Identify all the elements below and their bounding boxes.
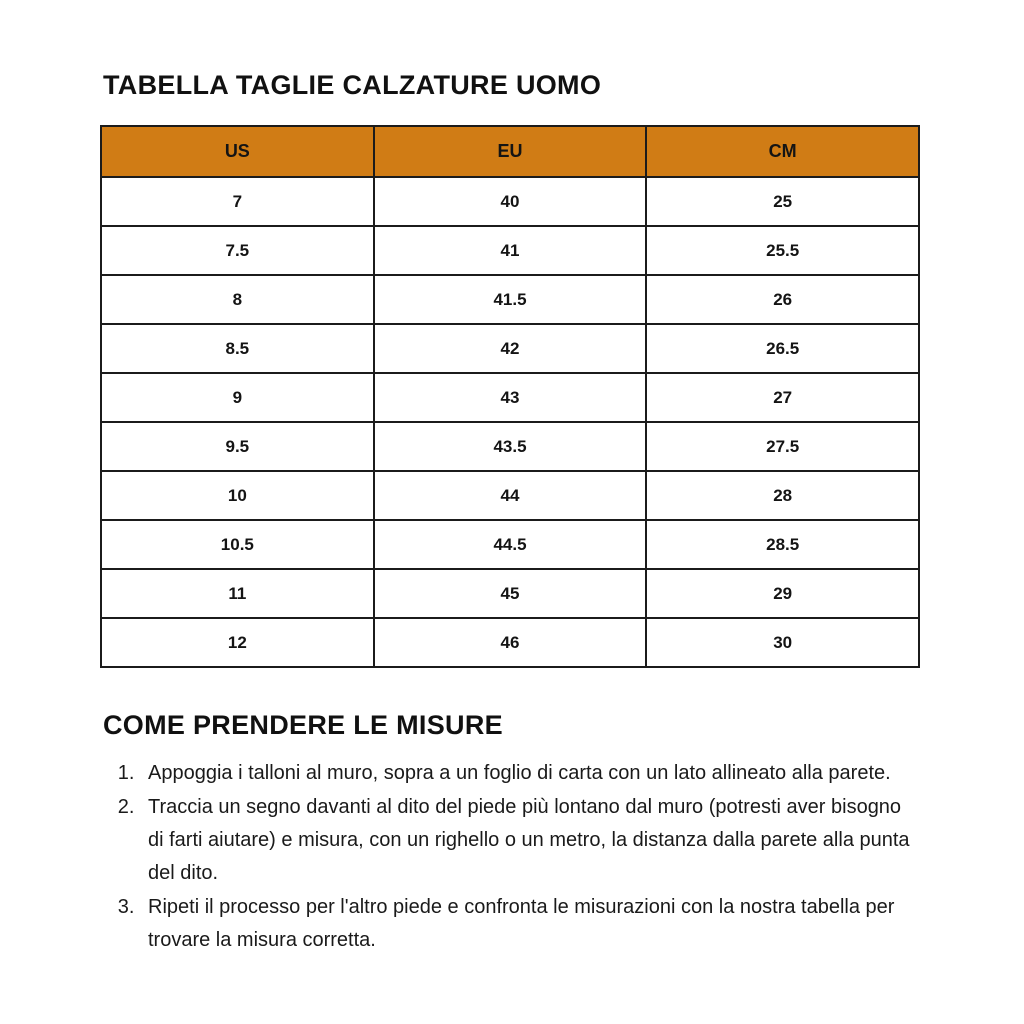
size-cell: 25 (646, 177, 919, 226)
table-row (101, 177, 919, 226)
size-cell: 10 (101, 471, 374, 520)
size-table-title: TABELLA TAGLIE CALZATURE UOMO (103, 70, 602, 100)
table-row (101, 569, 919, 618)
size-table-body (101, 177, 919, 667)
table-row (101, 422, 919, 471)
size-cell: 26 (646, 275, 919, 324)
size-cell: 7 (101, 177, 374, 226)
size-cell: 11 (101, 569, 374, 618)
size-cell: 10.5 (101, 520, 374, 569)
table-row (101, 324, 919, 373)
table-row (101, 520, 919, 569)
size-table (100, 125, 920, 668)
size-cell: 45 (374, 569, 647, 618)
measure-steps-list (100, 757, 920, 957)
size-table-head (101, 126, 919, 177)
table-row (101, 226, 919, 275)
size-table-header-row (101, 126, 919, 177)
size-cell: 43 (374, 373, 647, 422)
size-cell: 42 (374, 324, 647, 373)
measure-step: 3. Ripeti il processo per l'altro piede e confronta le misurazioni con la nostra tabella per trovare la misura corretta. (140, 891, 920, 957)
size-cell: 25.5 (646, 226, 919, 275)
size-cell: 41 (374, 226, 647, 275)
size-cell: 41.5 (374, 275, 647, 324)
size-cell: 29 (646, 569, 919, 618)
size-cell: 9 (101, 373, 374, 422)
size-cell: 7.5 (101, 226, 374, 275)
size-cell: 30 (646, 618, 919, 667)
measure-section-title: COME PRENDERE LE MISURE (103, 710, 503, 740)
size-cell: 9.5 (101, 422, 374, 471)
size-cell: 12 (101, 618, 374, 667)
column-header-us: US (101, 126, 374, 177)
measure-step: 1. Appoggia i talloni al muro, sopra a un foglio di carta con un lato allineato alla parete. (140, 757, 920, 790)
table-row (101, 275, 919, 324)
column-header-cm: CM (646, 126, 919, 177)
table-row (101, 471, 919, 520)
size-cell: 40 (374, 177, 647, 226)
size-cell: 46 (374, 618, 647, 667)
column-header-eu: EU (374, 126, 647, 177)
size-cell: 8.5 (101, 324, 374, 373)
size-cell: 44 (374, 471, 647, 520)
size-cell: 28.5 (646, 520, 919, 569)
size-cell: 8 (101, 275, 374, 324)
size-cell: 26.5 (646, 324, 919, 373)
table-row (101, 618, 919, 667)
size-cell: 43.5 (374, 422, 647, 471)
size-cell: 44.5 (374, 520, 647, 569)
size-cell: 27.5 (646, 422, 919, 471)
measure-step: 2. Traccia un segno davanti al dito del piede più lontano dal muro (potresti aver bisogno di farti aiutare) e misura, con un righello o un metro, la distanza dalla parete alla punta del dito. (140, 791, 920, 890)
size-cell: 28 (646, 471, 919, 520)
table-row (101, 373, 919, 422)
size-cell: 27 (646, 373, 919, 422)
